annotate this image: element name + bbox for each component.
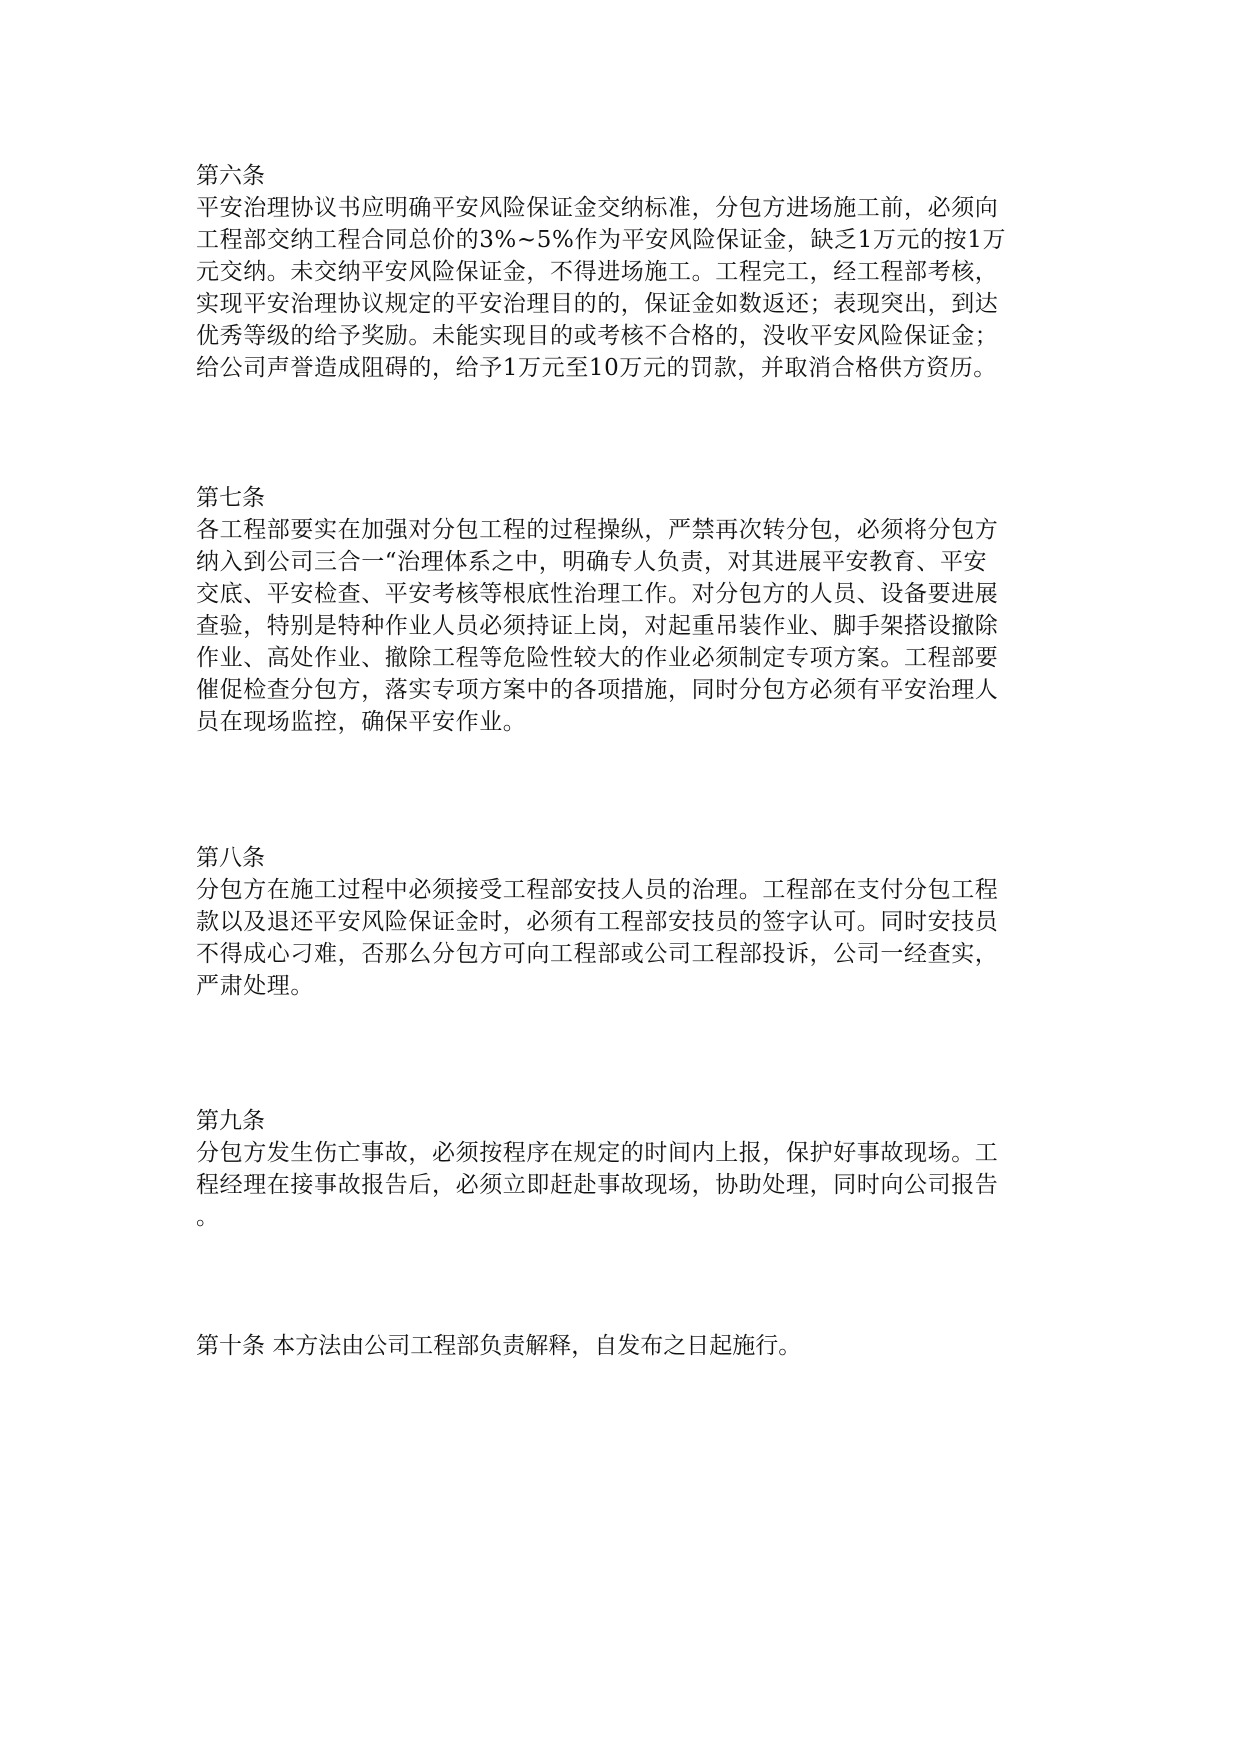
article-line: 平安治理协议书应明确平安风险保证金交纳标准，分包方进场施工前，必须向 [196, 195, 999, 221]
article-line: 元交纳。未交纳平安风险保证金，不得进场施工。工程完工，经工程部考核， [196, 259, 999, 285]
article-heading: 第六条 [196, 163, 265, 189]
article-line: 优秀等级的给予奖励。未能实现目的或考核不合格的，没收平安风险保证金； [196, 323, 999, 349]
article-6 [196, 160, 1056, 384]
article-line: 程经理在接事故报告后，必须立即赶赴事故现场，协助处理，同时向公司报告 [196, 1172, 999, 1198]
article-heading: 第十条 本方法由公司工程部负责解释，自发布之日起施行。 [196, 1333, 802, 1359]
article-line: 分包方发生伤亡事故，必须按程序在规定的时间内上报，保护好事故现场。工 [196, 1140, 999, 1166]
article-line: 交底、平安检查、平安考核等根底性治理工作。对分包方的人员、设备要进展 [196, 581, 999, 607]
article-line: 。 [196, 1204, 220, 1230]
article-8 [196, 842, 1056, 1002]
article-7 [196, 482, 1056, 738]
article-9 [196, 1105, 1056, 1233]
article-heading: 第七条 [196, 485, 265, 511]
article-heading: 第八条 [196, 845, 265, 871]
article-line: 不得成心刁难，否那么分包方可向工程部或公司工程部投诉，公司一经查实， [196, 941, 999, 967]
article-line: 给公司声誉造成阻碍的，给予1万元至10万元的罚款，并取消合格供方资历。 [196, 355, 997, 381]
article-line: 作业、高处作业、撤除工程等危险性较大的作业必须制定专项方案。工程部要 [196, 645, 999, 671]
article-line: 工程部交纳工程合同总价的3%~5%作为平安风险保证金，缺乏1万元的按1万 [196, 227, 1007, 253]
article-10 [196, 1330, 1056, 1362]
article-line: 严肃处理。 [196, 973, 314, 999]
article-heading: 第九条 [196, 1108, 265, 1134]
article-line: 催促检查分包方，落实专项方案中的各项措施，同时分包方必须有平安治理人 [196, 677, 999, 703]
article-line: 查验，特别是特种作业人员必须持证上岗，对起重吊装作业、脚手架搭设撤除 [196, 613, 999, 639]
article-line: 员在现场监控，确保平安作业。 [196, 709, 527, 735]
article-line: 各工程部要实在加强对分包工程的过程操纵，严禁再次转分包，必须将分包方 [196, 517, 999, 543]
article-line: 纳入到公司三合一“治理体系之中，明确专人负责，对其进展平安教育、平安 [196, 549, 988, 575]
article-line: 款以及退还平安风险保证金时，必须有工程部安技员的签字认可。同时安技员 [196, 909, 999, 935]
article-line: 分包方在施工过程中必须接受工程部安技人员的治理。工程部在支付分包工程 [196, 877, 999, 903]
article-line: 实现平安治理协议规定的平安治理目的的，保证金如数返还；表现突出，到达 [196, 291, 999, 317]
